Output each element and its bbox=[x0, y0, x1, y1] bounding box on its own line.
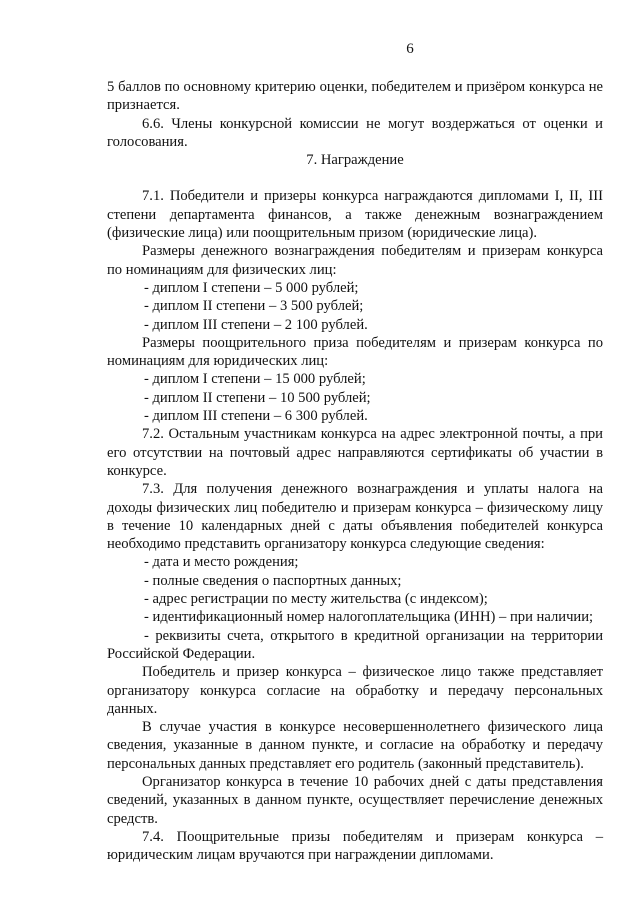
paragraph-prize-intro: Размеры поощрительного приза победителям и призерам конкурса по номинациям для юридических лиц: bbox=[107, 334, 603, 370]
list-item: - адрес регистрации по месту жительства (с индексом); bbox=[144, 591, 488, 608]
paragraph-minor: В случае участия в конкурсе несовершеннолетнего физического лица сведения, указанные в данном пункте, и согласие на обработку и передачу персональных данных представляет его родитель (законный представитель). bbox=[107, 719, 603, 772]
list-item: - диплом III степени – 2 100 рублей. bbox=[144, 316, 368, 333]
paragraph-7-3: 7.3. Для получения денежного вознаграждения и уплаты налога на доходы физических лиц победителю и призерам конкурса – физическому лицу в течение 10 календарных дней с даты объявления победителей конкурса необходимо представить организатору конкурса следующие сведения: bbox=[107, 481, 603, 553]
paragraph-6-6: 6.6. Члены конкурсной комиссии не могут воздержаться от оценки и голосования. bbox=[107, 115, 603, 150]
paragraph-7-1: 7.1. Победители и призеры конкурса награждаются дипломами I, II, III степени департамента финансов, а также денежным вознаграждением (физические лица) или поощрительным призом (юридические лица). bbox=[107, 188, 603, 242]
list-item: - диплом III степени – 6 300 рублей. bbox=[144, 408, 368, 425]
list-item: - диплом I степени – 15 000 рублей; bbox=[144, 371, 366, 388]
list-item: - полные сведения о паспортных данных; bbox=[144, 572, 402, 589]
paragraph-cash-intro: Размеры денежного вознаграждения победителям и призерам конкурса по номинациям для физических лиц: bbox=[107, 243, 603, 278]
list-item: - дата и место рождения; bbox=[144, 554, 299, 571]
list-item: - реквизиты счета, открытого в кредитной организации на территории Российской Федерации. bbox=[107, 627, 603, 662]
list-item: - диплом II степени – 3 500 рублей; bbox=[144, 298, 364, 315]
paragraph-consent: Победитель и призер конкурса – физическое лицо также представляет организатору конкурса согласие на обработку и передачу персональных данных. bbox=[107, 664, 603, 717]
page-number: 6 bbox=[406, 41, 414, 57]
list-item: - идентификационный номер налогоплательщика (ИНН) – при наличии; bbox=[144, 609, 594, 626]
section-title: 7. Награждение bbox=[306, 152, 404, 169]
list-item: - диплом II степени – 10 500 рублей; bbox=[144, 389, 371, 406]
paragraph-6-5-end: 5 баллов по основному критерию оценки, победителем и призёром конкурса не признается. bbox=[107, 79, 603, 114]
paragraph-7-4: 7.4. Поощрительные призы победителям и призерам конкурса – юридическим лицам вручаются при награждении дипломами. bbox=[107, 828, 603, 864]
list-item: - диплом I степени – 5 000 рублей; bbox=[144, 279, 359, 296]
paragraph-7-2: 7.2. Остальным участникам конкурса на адрес электронной почты, а при его отсутствии на почтовый адрес направляются сертификаты об участии в конкурсе. bbox=[107, 426, 603, 479]
paragraph-transfer: Организатор конкурса в течение 10 рабочих дней с даты представления сведений, указанных в данном пункте, осуществляет перечисление денежных средств. bbox=[107, 773, 603, 827]
